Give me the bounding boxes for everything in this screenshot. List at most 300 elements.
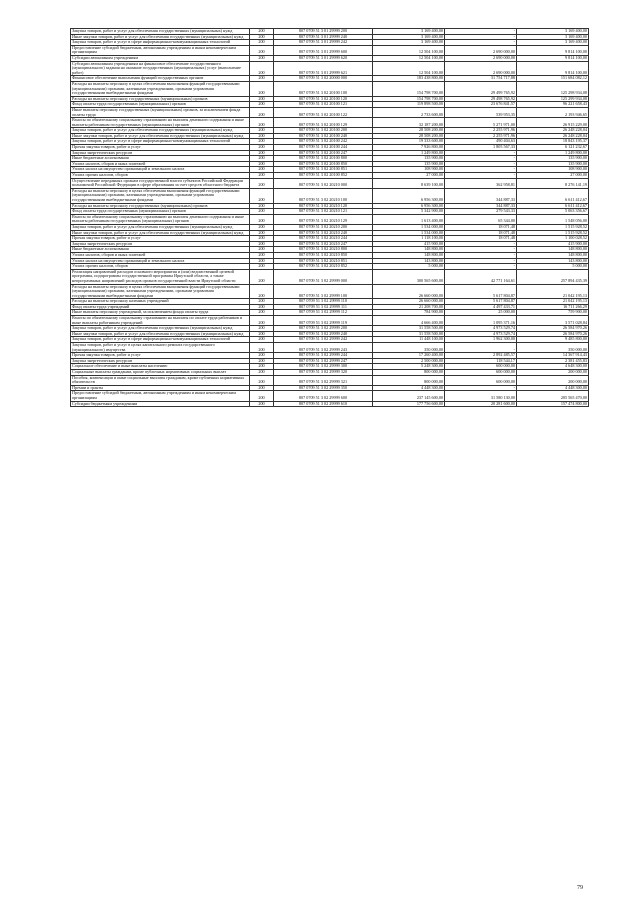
row-executed: 600 000,00 xyxy=(445,375,517,385)
row-code: 200 xyxy=(250,145,274,151)
row-remaining: 18 843 195,37 xyxy=(517,139,589,145)
row-name: Финансовое обеспечение выполнения функций государственных органов xyxy=(71,76,250,82)
row-classification: 807 0709 51 3 02 20210 244 xyxy=(274,236,373,242)
row-classification: 807 0709 51 3 02 29999 110 xyxy=(274,299,373,305)
table-row xyxy=(71,139,589,145)
row-approved: 350 000,00 xyxy=(373,343,445,353)
row-executed: 118 544,17 xyxy=(445,358,517,364)
row-approved: 5 248 300,00 xyxy=(373,364,445,370)
row-remaining: 108 900,00 xyxy=(517,167,589,173)
row-executed: 20 281 600,00 xyxy=(445,401,517,407)
row-code: 200 xyxy=(250,161,274,167)
row-classification: 807 0709 51 3 02 20000 000 xyxy=(274,76,373,82)
row-executed: 2 892 485,57 xyxy=(445,353,517,359)
row-approved: 177 756 600,00 xyxy=(373,401,445,407)
row-name: Закупка энергетических ресурсов xyxy=(71,358,250,364)
row-classification: 807 0709 51 3 02 20210 850 xyxy=(274,252,373,258)
row-classification: 807 0709 51 3 02 29999 320 xyxy=(274,370,373,376)
row-classification: 807 0709 51 3 02 20100 242 xyxy=(274,139,373,145)
row-classification: 807 0709 51 3 02 20100 852 xyxy=(274,173,373,179)
row-code: 200 xyxy=(250,331,274,337)
row-code: 200 xyxy=(250,40,274,46)
row-remaining: 125 299 934,08 xyxy=(517,96,589,102)
row-classification: 807 0709 51 3 02 20100 100 xyxy=(274,81,373,96)
table-row xyxy=(71,188,589,203)
row-classification: 807 0709 51 3 01 29999 242 xyxy=(274,40,373,46)
row-name: Пособия, компенсации и иные социальные выплаты гражданам, кроме публичных нормативных обязательств xyxy=(71,375,250,385)
row-executed: - xyxy=(445,264,517,270)
table-row xyxy=(71,203,589,209)
row-code: 200 xyxy=(250,178,274,188)
row-remaining: 5 000,00 xyxy=(517,264,589,270)
table-row xyxy=(71,61,589,76)
row-code: 200 xyxy=(250,133,274,139)
row-name: Взносы по обязательному социальному страхованию на выплаты по оплате труда работников и иные выплаты работникам учреждений xyxy=(71,316,250,326)
row-classification: 807 0709 51 3 01 29999 200 xyxy=(274,29,373,35)
row-executed: 4 973 529,74 xyxy=(445,331,517,337)
row-approved: 31 558 500,00 xyxy=(373,331,445,337)
row-approved: 415 900,00 xyxy=(373,241,445,247)
row-classification: 807 0709 51 3 02 20210 000 xyxy=(274,178,373,188)
row-remaining: 3 169 400,00 xyxy=(517,29,589,35)
row-approved: 8 639 100,00 xyxy=(373,178,445,188)
row-approved: 800 000,00 xyxy=(373,370,445,376)
row-approved: 3 169 400,00 xyxy=(373,40,445,46)
row-executed: 18 071,48 xyxy=(445,230,517,236)
row-name: Закупка товаров, работ и услуг для обеспечения государственных (муниципальных) нужд xyxy=(71,224,250,230)
row-classification: 807 0709 51 3 02 20210 800 xyxy=(274,247,373,253)
row-remaining: 1 515 928,52 xyxy=(517,224,589,230)
row-classification: 807 0709 51 3 02 29999 242 xyxy=(274,337,373,343)
row-name: Субсидии автономным учреждениям на финансовое обеспечение государственного (муниципального) задания на оказание государственных (муниципальных) услуг (выполнение работ) xyxy=(71,61,250,76)
row-classification: 807 0709 51 3 02 29999 300 xyxy=(274,364,373,370)
row-approved: 12 504 100,00 xyxy=(373,45,445,55)
row-executed: 29 498 765,92 xyxy=(445,96,517,102)
row-code: 200 xyxy=(250,269,274,284)
row-classification: 807 0709 51 3 02 20100 129 xyxy=(274,118,373,128)
row-name: Закупка товаров, работ и услуг в целях капитального ремонта государственного (муниципального) имущества xyxy=(71,343,250,353)
row-remaining: 148 800,00 xyxy=(517,252,589,258)
row-classification: 807 0709 51 3 02 20100 851 xyxy=(274,167,373,173)
row-code: 200 xyxy=(250,385,274,391)
row-name: Фонд оплаты труда государственных (муниципальных) органов xyxy=(71,209,250,215)
row-code: 200 xyxy=(250,391,274,401)
row-name: Иные выплаты персоналу учреждений, за исключением фонда оплаты труда xyxy=(71,310,250,316)
row-code: 200 xyxy=(250,310,274,316)
row-classification: 807 0709 51 3 02 20210 121 xyxy=(274,209,373,215)
table-body xyxy=(71,29,589,407)
row-name: Иные закупки товаров, работ и услуг для обеспечения государственных (муниципальных) нужд xyxy=(71,133,250,139)
row-remaining: 4 648 300,00 xyxy=(517,364,589,370)
row-remaining: 96 221 658,43 xyxy=(517,102,589,108)
row-remaining: 4 448 300,00 xyxy=(517,385,589,391)
row-executed: 31 580 130,00 xyxy=(445,391,517,401)
row-remaining: 26 584 970,26 xyxy=(517,326,589,332)
row-classification: 807 0709 51 3 01 29999 240 xyxy=(274,34,373,40)
row-classification: 807 0709 51 3 02 29999 111 xyxy=(274,304,373,310)
row-name: Социальные выплаты гражданам, кроме публичных нормативных социальных выплат xyxy=(71,370,250,376)
table-row xyxy=(71,45,589,55)
row-code: 200 xyxy=(250,358,274,364)
row-remaining: 205 565 470,00 xyxy=(517,391,589,401)
row-code: 200 xyxy=(250,264,274,270)
row-classification: 807 0709 51 3 02 20100 247 xyxy=(274,150,373,156)
row-approved: 148 800,00 xyxy=(373,247,445,253)
row-classification: 807 0709 51 3 02 29999 321 xyxy=(274,375,373,385)
row-executed: - xyxy=(445,258,517,264)
row-code: 200 xyxy=(250,236,274,242)
row-code: 200 xyxy=(250,107,274,117)
row-code: 200 xyxy=(250,401,274,407)
row-classification: 807 0709 51 3 02 20100 800 xyxy=(274,156,373,162)
row-executed: 65 344,00 xyxy=(445,214,517,224)
row-classification: 807 0709 51 3 01 29999 620 xyxy=(274,55,373,61)
row-remaining: 148 800,00 xyxy=(517,247,589,253)
row-code: 200 xyxy=(250,209,274,215)
row-executed: 2 690 000,00 xyxy=(445,55,517,61)
row-executed: 5 617 804,87 xyxy=(445,284,517,299)
row-approved: 800 000,00 xyxy=(373,375,445,385)
row-code: 200 xyxy=(250,304,274,310)
table-row xyxy=(71,230,589,236)
row-executed: - xyxy=(445,34,517,40)
row-name: Уплата прочих налогов, сборов xyxy=(71,264,250,270)
row-classification: 807 0709 51 3 02 20210 851 xyxy=(274,258,373,264)
row-code: 200 xyxy=(250,252,274,258)
row-approved: 6 956 300,00 xyxy=(373,188,445,203)
row-name: Субсидии бюджетным учреждениям xyxy=(71,401,250,407)
row-classification: 807 0709 51 3 02 29999 350 xyxy=(274,385,373,391)
row-remaining: 6 611 412,67 xyxy=(517,188,589,203)
row-code: 200 xyxy=(250,370,274,376)
row-executed: - xyxy=(445,252,517,258)
row-name: Уплата налога на имущество организаций и земельного налога xyxy=(71,167,250,173)
row-remaining: 1 100 028,52 xyxy=(517,236,589,242)
row-executed: 5 271 971,00 xyxy=(445,118,517,128)
row-code: 200 xyxy=(250,375,274,385)
row-executed: - xyxy=(445,40,517,46)
row-name: Осуществление переданных органам государственной власти субъектов Российской Федерации полномочий Российской Федерации в сфере образования за счет средств областного бюджета xyxy=(71,178,250,188)
row-classification: 807 0709 51 3 01 29999 600 xyxy=(274,45,373,55)
row-approved: 28 508 200,00 xyxy=(373,133,445,139)
row-executed: 2 690 000,00 xyxy=(445,45,517,55)
row-remaining: 200 000,00 xyxy=(517,370,589,376)
row-code: 200 xyxy=(250,343,274,353)
row-approved: 119 898 500,00 xyxy=(373,102,445,108)
row-classification: 807 0709 51 3 02 29999 247 xyxy=(274,358,373,364)
row-approved: 135 900,00 xyxy=(373,156,445,162)
row-code: 200 xyxy=(250,214,274,224)
row-name: Закупка энергетических ресурсов xyxy=(71,241,250,247)
row-executed: - xyxy=(445,156,517,162)
row-code: 200 xyxy=(250,230,274,236)
row-remaining: 9 814 100,00 xyxy=(517,45,589,55)
row-name: Уплата прочих налогов, сборов xyxy=(71,173,250,179)
table-row xyxy=(71,224,589,230)
row-approved: 1 118 100,00 xyxy=(373,236,445,242)
table-row xyxy=(71,370,589,376)
row-executed: 1 805 567,33 xyxy=(445,145,517,151)
table-row xyxy=(71,81,589,96)
row-remaining: 8 276 141,19 xyxy=(517,178,589,188)
row-code: 200 xyxy=(250,258,274,264)
row-classification: 807 0709 51 3 02 29999 112 xyxy=(274,310,373,316)
row-executed: 42 771 164,61 xyxy=(445,269,517,284)
row-name: Расходы на выплаты персоналу государственных (муниципальных) органов xyxy=(71,96,250,102)
row-executed: 31 754 717,88 xyxy=(445,76,517,82)
row-name: Расходы на выплаты персоналу в целях обеспечения выполнения функций государственными (муниципальными) органами, казенными учреждениями, органами управления государственными внебюджетными фондами xyxy=(71,284,250,299)
row-code: 200 xyxy=(250,118,274,128)
row-approved: 12 504 100,00 xyxy=(373,61,445,76)
row-name: Премии и гранты xyxy=(71,385,250,391)
row-classification: 807 0709 51 3 02 29999 240 xyxy=(274,331,373,337)
row-name: Прочая закупка товаров, работ и услуг xyxy=(71,145,250,151)
row-approved: 2 500 000,00 xyxy=(373,358,445,364)
row-classification: 807 0709 51 3 02 20100 121 xyxy=(274,102,373,108)
row-code: 200 xyxy=(250,102,274,108)
row-executed: - xyxy=(445,161,517,167)
table-row xyxy=(71,214,589,224)
row-name: Расходы на выплаты персоналу в целях обеспечения выполнения функций государственными (муниципальными) органами, казенными учреждениями, органами управления государственными внебюджетными фондами xyxy=(71,188,250,203)
table-row xyxy=(71,299,589,305)
row-executed: 5 617 804,87 xyxy=(445,299,517,305)
row-approved: 183 438 800,00 xyxy=(373,76,445,82)
table-row xyxy=(71,391,589,401)
row-name: Закупка товаров, работ и услуг для обеспечения государственных (муниципальных) нужд xyxy=(71,29,250,35)
row-executed: 23 676 841,57 xyxy=(445,102,517,108)
row-code: 200 xyxy=(250,364,274,370)
row-name: Расходы на выплаты персоналу государственных (муниципальных) органов xyxy=(71,203,250,209)
row-remaining: 9 485 800,00 xyxy=(517,337,589,343)
row-remaining: 257 894 435,39 xyxy=(517,269,589,284)
row-approved: 12 504 100,00 xyxy=(373,55,445,61)
row-executed: 18 071,48 xyxy=(445,236,517,242)
row-name: Прочая закупка товаров, работ и услуг xyxy=(71,353,250,359)
row-approved: 300 565 600,00 xyxy=(373,269,445,284)
row-code: 200 xyxy=(250,139,274,145)
row-classification: 807 0709 51 3 02 20210 120 xyxy=(274,203,373,209)
row-executed: 4 973 529,74 xyxy=(445,326,517,332)
row-approved: 143 800,00 xyxy=(373,258,445,264)
table-row xyxy=(71,118,589,128)
row-remaining: 135 900,00 xyxy=(517,156,589,162)
row-approved: 135 900,00 xyxy=(373,161,445,167)
row-approved: 2 733 600,00 xyxy=(373,107,445,117)
table-row xyxy=(71,76,589,82)
table-row xyxy=(71,209,589,215)
row-executed: 1 962 300,00 xyxy=(445,337,517,343)
row-remaining: 26 584 970,26 xyxy=(517,331,589,337)
row-remaining: 415 900,00 xyxy=(517,241,589,247)
row-remaining: 135 900,00 xyxy=(517,161,589,167)
row-remaining: 1 249 800,00 xyxy=(517,150,589,156)
row-classification: 807 0709 51 3 02 29999 243 xyxy=(274,343,373,353)
budget-execution-table xyxy=(70,28,589,407)
row-approved: 237 145 600,00 xyxy=(373,391,445,401)
row-name: Фонд оплаты труда учреждений xyxy=(71,304,250,310)
table-row xyxy=(71,102,589,108)
row-name: Социальное обеспечение и иные выплаты населению xyxy=(71,364,250,370)
row-approved: 4 666 400,00 xyxy=(373,316,445,326)
row-remaining: 350 000,00 xyxy=(517,343,589,353)
row-classification: 807 0709 51 3 02 20210 247 xyxy=(274,241,373,247)
row-approved: 26 660 000,00 xyxy=(373,284,445,299)
row-code: 200 xyxy=(250,188,274,203)
row-name: Прочая закупка товаров, работ и услуг xyxy=(71,236,250,242)
row-executed: 18 071,48 xyxy=(445,224,517,230)
row-classification: 807 0709 51 3 02 20100 244 xyxy=(274,145,373,151)
row-code: 200 xyxy=(250,173,274,179)
table-row xyxy=(71,375,589,385)
table-row xyxy=(71,310,589,316)
row-name: Иные закупки товаров, работ и услуг для обеспечения государственных (муниципальных) нужд xyxy=(71,331,250,337)
row-code: 200 xyxy=(250,326,274,332)
row-code: 200 xyxy=(250,81,274,96)
row-executed: - xyxy=(445,343,517,353)
row-name: Закупка энергетических ресурсов xyxy=(71,150,250,156)
row-name: Расходы на выплаты персоналу казенных учреждений xyxy=(71,299,250,305)
row-approved: 154 798 700,00 xyxy=(373,81,445,96)
row-name: Закупка товаров, работ и услуг для обеспечения государственных (муниципальных) нужд xyxy=(71,326,250,332)
row-executed: 344 887,33 xyxy=(445,188,517,203)
row-name: Субсидии автономным учреждениям xyxy=(71,55,250,61)
row-name: Расходы на выплаты персоналу в целях обеспечения выполнения функций государственными (муниципальными) органами, казенными учреждениями, органами управления государственными внебюджетными фондами xyxy=(71,81,250,96)
row-name: Иные бюджетные ассигнования xyxy=(71,247,250,253)
row-remaining: 125 298 934,08 xyxy=(517,81,589,96)
row-remaining: 1 548 056,00 xyxy=(517,214,589,224)
row-remaining: 157 474 800,00 xyxy=(517,401,589,407)
row-remaining: 1 515 928,52 xyxy=(517,230,589,236)
row-name: Закупка товаров, работ и услуг для обеспечения государственных (муниципальных) нужд xyxy=(71,128,250,134)
row-code: 200 xyxy=(250,128,274,134)
row-code: 200 xyxy=(250,55,274,61)
row-approved: 1 613 400,00 xyxy=(373,214,445,224)
row-executed: - xyxy=(445,29,517,35)
row-classification: 807 0709 51 3 02 20210 852 xyxy=(274,264,373,270)
row-code: 200 xyxy=(250,167,274,173)
row-code: 200 xyxy=(250,150,274,156)
row-classification: 807 0709 51 3 02 29999 119 xyxy=(274,316,373,326)
row-code: 200 xyxy=(250,241,274,247)
row-classification: 807 0709 51 3 02 20210 240 xyxy=(274,230,373,236)
table-row xyxy=(71,284,589,299)
row-classification: 807 0709 51 3 02 20100 120 xyxy=(274,96,373,102)
table-row xyxy=(71,133,589,139)
row-approved: 27 000,00 xyxy=(373,173,445,179)
row-classification: 807 0709 51 3 02 29999 600 xyxy=(274,391,373,401)
row-name: Закупка товаров, работ и услуг в сфере информационно-коммуникационных технологий xyxy=(71,139,250,145)
row-code: 200 xyxy=(250,247,274,253)
row-remaining: 9 814 100,00 xyxy=(517,61,589,76)
row-name: Предоставление субсидий бюджетным, автономным учреждениям и иным некоммерческим организациям xyxy=(71,391,250,401)
row-remaining: 26 248 228,04 xyxy=(517,128,589,134)
row-approved: 32 187 200,00 xyxy=(373,118,445,128)
row-classification: 807 0709 51 3 02 20100 122 xyxy=(274,107,373,117)
row-remaining: 6 121 232,67 xyxy=(517,145,589,151)
row-classification: 807 0709 51 3 02 20210 129 xyxy=(274,214,373,224)
row-executed: 600 000,00 xyxy=(445,364,517,370)
row-executed: 279 543,33 xyxy=(445,209,517,215)
row-remaining: 21 042 195,13 xyxy=(517,284,589,299)
row-executed: 344 887,33 xyxy=(445,203,517,209)
row-executed: - xyxy=(445,241,517,247)
row-name: Иные закупки товаров, работ и услуг для обеспечения государственных (муниципальных) нужд xyxy=(71,34,250,40)
row-classification: 807 0709 51 3 02 29999 000 xyxy=(274,269,373,284)
row-name: Иные бюджетные ассигнования xyxy=(71,156,250,162)
row-remaining: 143 800,00 xyxy=(517,258,589,264)
row-code: 200 xyxy=(250,29,274,35)
row-approved: 3 169 400,00 xyxy=(373,34,445,40)
row-code: 200 xyxy=(250,203,274,209)
row-remaining: 6 611 412,67 xyxy=(517,203,589,209)
row-classification: 807 0709 51 3 02 29999 100 xyxy=(274,284,373,299)
row-approved: 19 333 600,00 xyxy=(373,139,445,145)
row-name: Фонд оплаты труда государственных (муниципальных) органов xyxy=(71,102,250,108)
row-name: Предоставление субсидий бюджетным, автономным учреждениям и иным некоммерческим организациям xyxy=(71,45,250,55)
row-executed: 362 958,81 xyxy=(445,178,517,188)
row-executed: 600 000,00 xyxy=(445,370,517,376)
row-remaining: 9 814 100,00 xyxy=(517,55,589,61)
row-name: Уплата налогов, сборов и иных платежей xyxy=(71,252,250,258)
row-name: Иные закупки товаров, работ и услуг для обеспечения государственных (муниципальных) нужд xyxy=(71,230,250,236)
table-row xyxy=(71,316,589,326)
row-classification: 807 0709 51 3 02 20210 200 xyxy=(274,224,373,230)
row-remaining: 3 571 028,84 xyxy=(517,316,589,326)
row-approved: 4 448 300,00 xyxy=(373,385,445,391)
row-code: 200 xyxy=(250,224,274,230)
row-classification: 807 0709 51 3 02 20100 850 xyxy=(274,161,373,167)
row-approved: 11 448 100,00 xyxy=(373,337,445,343)
row-code: 200 xyxy=(250,316,274,326)
row-executed: - xyxy=(445,150,517,156)
row-name: Взносы по обязательному социальному страхованию на выплаты денежного содержания и иные выплаты работникам государственных (муниципальных) органов xyxy=(71,118,250,128)
row-remaining: 3 169 400,00 xyxy=(517,34,589,40)
row-executed: 2 690 000,00 xyxy=(445,61,517,76)
row-code: 200 xyxy=(250,337,274,343)
row-remaining: 14 367 914,43 xyxy=(517,353,589,359)
row-remaining: 2 193 946,65 xyxy=(517,107,589,117)
row-executed: - xyxy=(445,385,517,391)
page-number: 79 xyxy=(577,885,583,891)
row-approved: 5 342 900,00 xyxy=(373,209,445,215)
row-approved: 1 534 000,00 xyxy=(373,230,445,236)
table-row xyxy=(71,364,589,370)
row-classification: 807 0709 51 3 02 20100 240 xyxy=(274,133,373,139)
row-remaining: 2 381 455,83 xyxy=(517,358,589,364)
row-executed: 4 497 433,71 xyxy=(445,304,517,310)
row-approved: 26 660 000,00 xyxy=(373,299,445,305)
row-remaining: 26 248 228,04 xyxy=(517,133,589,139)
row-code: 200 xyxy=(250,299,274,305)
row-approved: 3 169 400,00 xyxy=(373,29,445,35)
row-classification: 807 0709 51 3 02 20100 200 xyxy=(274,128,373,134)
row-name: Уплата налога на имущество организаций и земельного налога xyxy=(71,258,250,264)
row-classification: 807 0709 51 3 02 29999 244 xyxy=(274,353,373,359)
row-code: 200 xyxy=(250,284,274,299)
table-row xyxy=(71,337,589,343)
row-executed: 1 095 371,16 xyxy=(445,316,517,326)
row-classification: 807 0709 51 3 01 29999 621 xyxy=(274,61,373,76)
row-approved: 154 798 700,00 xyxy=(373,96,445,102)
table-row xyxy=(71,269,589,284)
row-classification: 807 0709 51 3 02 29999 200 xyxy=(274,326,373,332)
table-row xyxy=(71,96,589,102)
row-classification: 807 0709 51 3 02 20210 100 xyxy=(274,188,373,203)
row-executed: - xyxy=(445,167,517,173)
row-code: 200 xyxy=(250,34,274,40)
report-page xyxy=(70,28,587,407)
row-remaining: 26 915 229,00 xyxy=(517,118,589,128)
